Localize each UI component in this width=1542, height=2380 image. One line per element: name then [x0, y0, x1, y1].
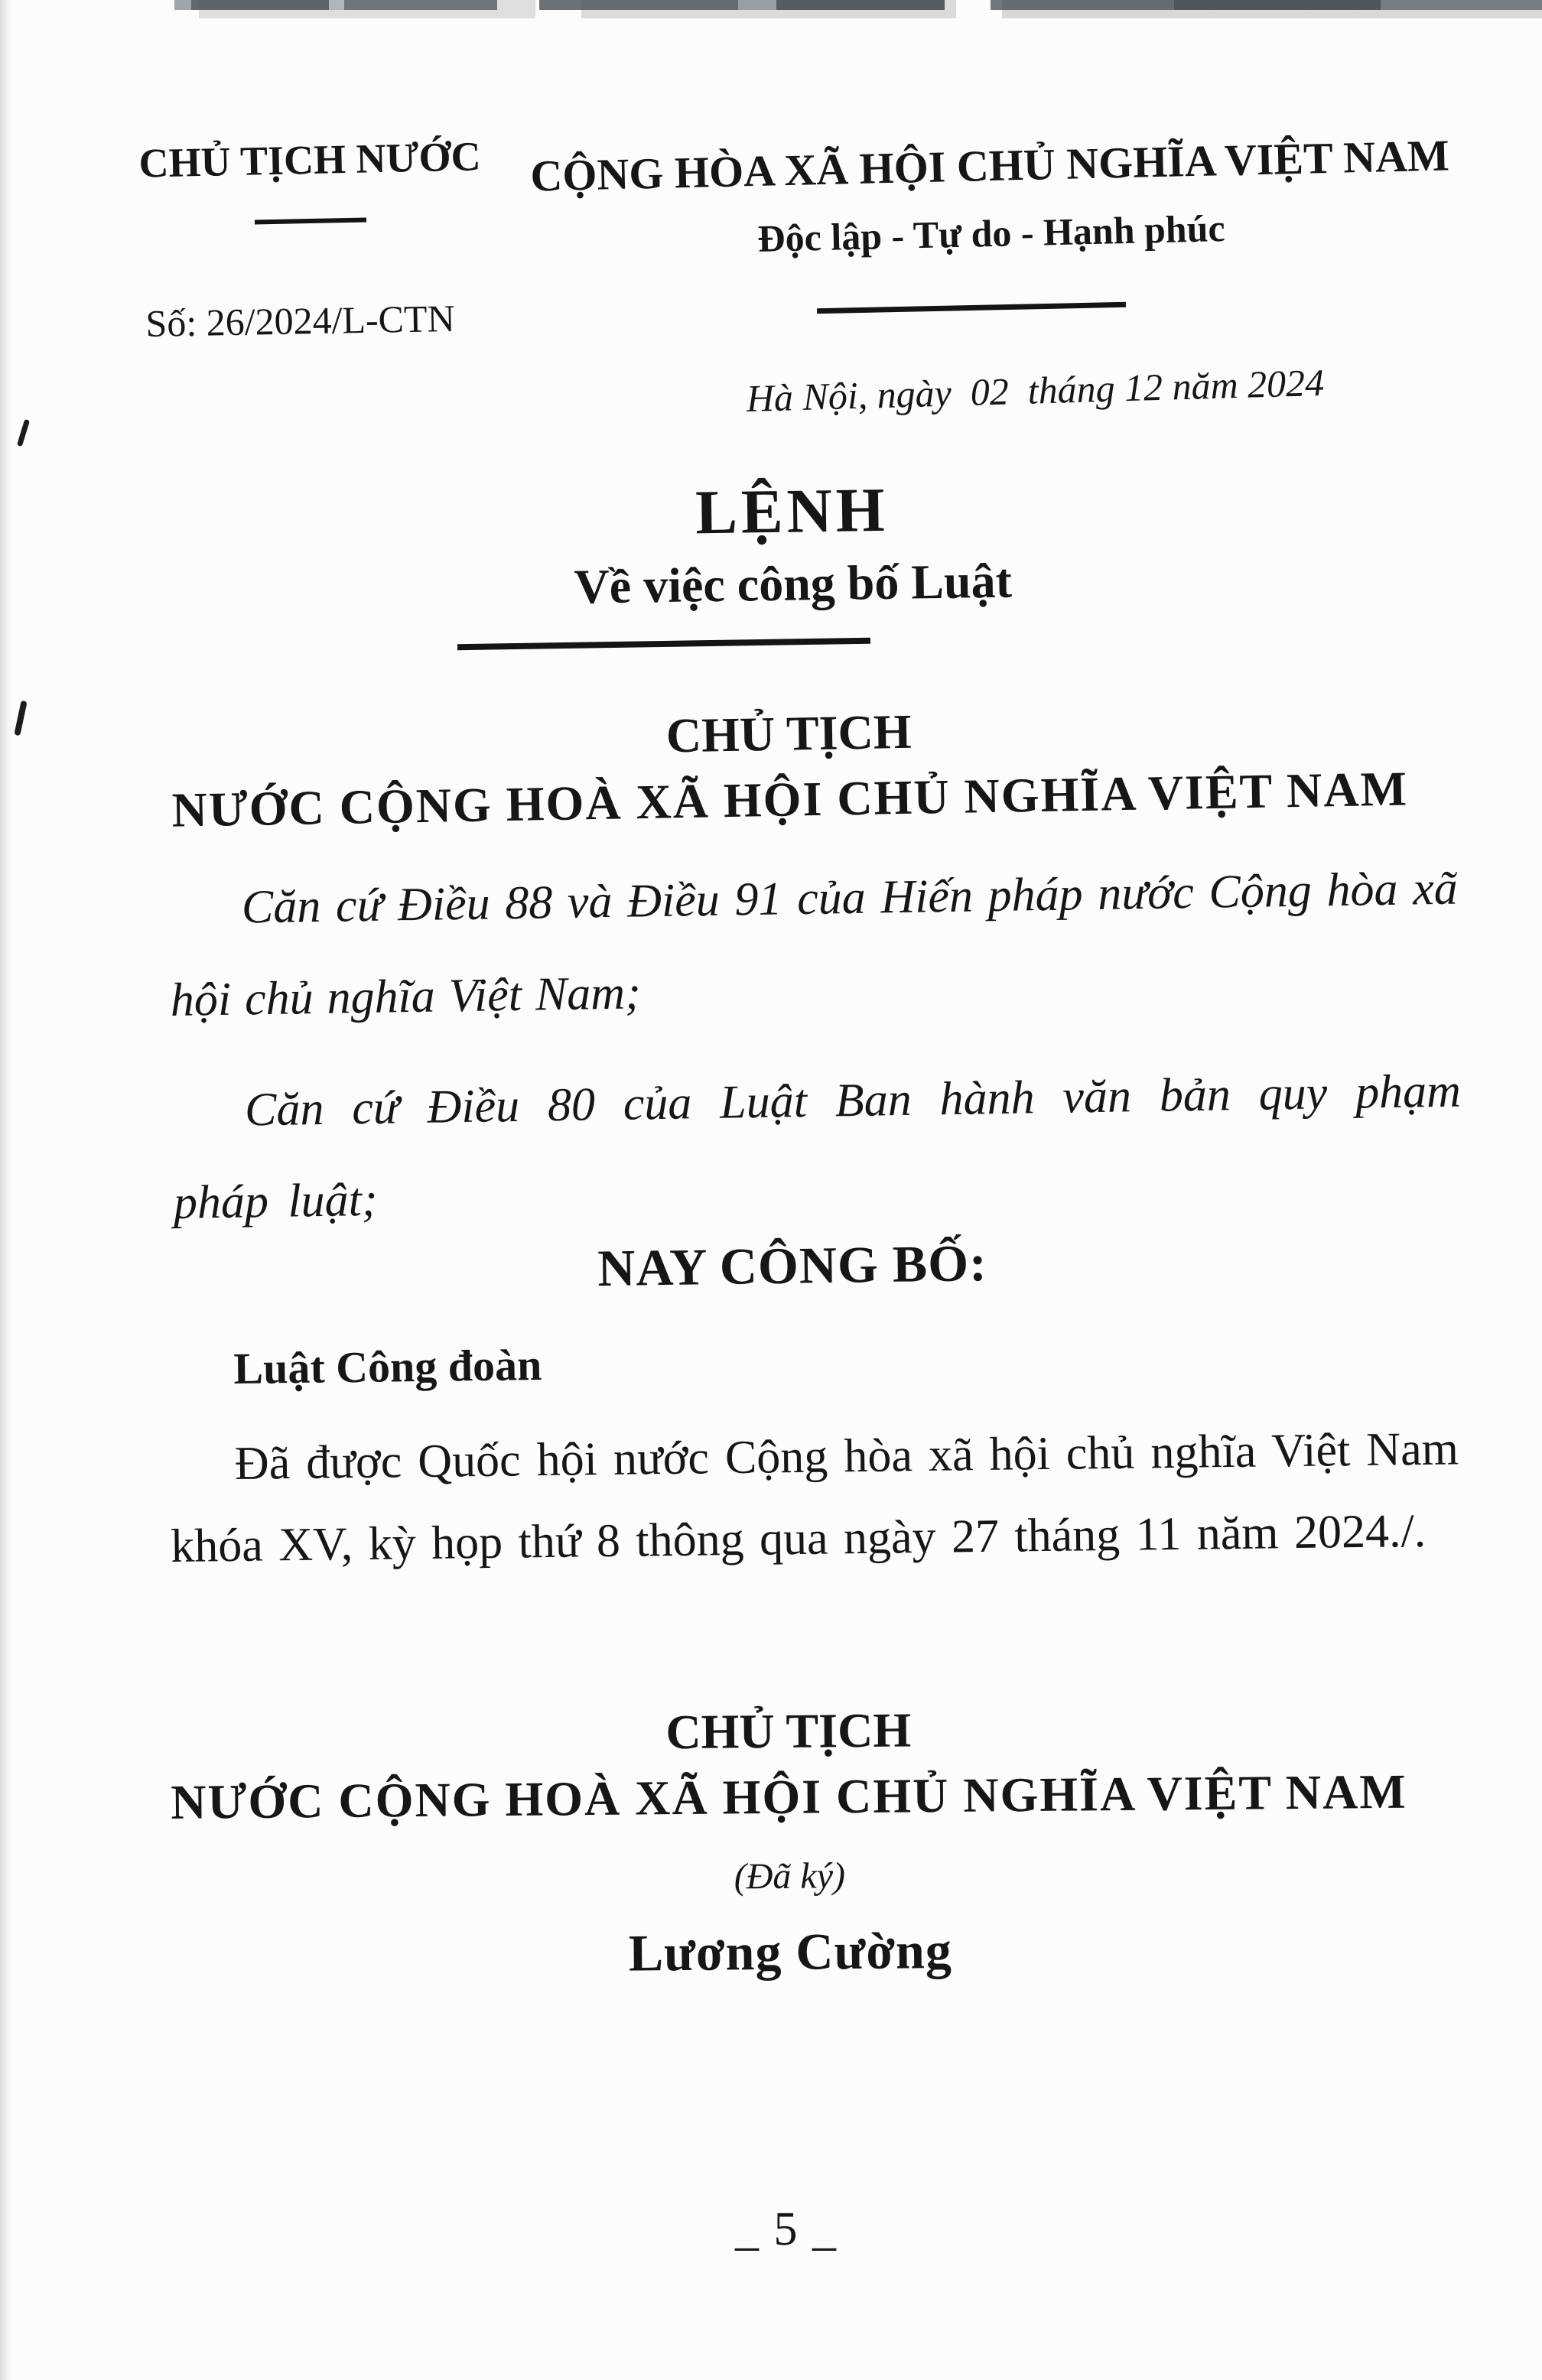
- signed-note: (Đã ký): [734, 1855, 846, 1897]
- issuer-line-2: NƯỚC CỘNG HOÀ XÃ HỘI CHỦ NGHĨA VIỆT NAM: [171, 761, 1409, 837]
- preamble-paragraph: Căn cứ Điều 80 của Luật Ban hành văn bản quy phạm pháp luật;: [173, 1065, 1462, 1229]
- document-subtitle: Về việc công bố Luật: [574, 553, 1013, 614]
- page-number: _ 5 _: [735, 2203, 838, 2255]
- scan-speck-artifact: [17, 419, 30, 447]
- dateline: Hà Nội, ngày 02 tháng 12 năm 2024: [746, 360, 1325, 420]
- law-name: Luật Công đoàn: [233, 1340, 542, 1393]
- promulgation-heading: NAY CÔNG BỐ:: [597, 1234, 988, 1298]
- national-motto: Độc lập - Tự do - Hạnh phúc: [756, 206, 1226, 260]
- subtitle-rule: [457, 638, 870, 650]
- issuer-block: [0, 696, 1542, 837]
- motto-rule: [817, 302, 1126, 314]
- preamble-paragraph: Căn cứ Điều 88 và Điều 91 của Hiến pháp nước Cộng hòa xã hội chủ nghĩa Việt Nam;: [170, 862, 1459, 1027]
- signature-block: [0, 1700, 1542, 1985]
- signer-name: Lương Cường: [628, 1920, 953, 1982]
- document-title: LỆNH: [695, 474, 890, 548]
- document-number: Số: 26/2024/L-CTN: [145, 296, 456, 345]
- agency-name-rule: [255, 217, 366, 224]
- promulgation-block: [168, 1327, 1460, 1588]
- signature-title-1: CHỦ TỊCH: [665, 1702, 912, 1760]
- agency-name: CHỦ TỊCH NƯỚC: [138, 133, 482, 187]
- issuer-line-1: CHỦ TỊCH: [665, 704, 913, 763]
- promulgation-body: Đã được Quốc hội nước Cộng hòa xã hội chủ nghĩa Việt Nam khóa XV, kỳ họp thứ 8 thông qua ngày 27 tháng 11 năm 2024./.: [170, 1422, 1459, 1572]
- country-name: CỘNG HÒA XÃ HỘI CHỦ NGHĨA VIỆT NAM: [529, 130, 1450, 201]
- signature-title-2: NƯỚC CỘNG HOÀ XÃ HỘI CHỦ NGHĨA VIỆT NAM: [170, 1764, 1407, 1829]
- scan-top-edge-shadow: [0, 0, 1542, 18]
- document-title-block: [0, 470, 1542, 619]
- scan-left-edge-shadow: [0, 0, 14, 2380]
- preamble: [168, 843, 1463, 1267]
- national-header: [499, 128, 1481, 266]
